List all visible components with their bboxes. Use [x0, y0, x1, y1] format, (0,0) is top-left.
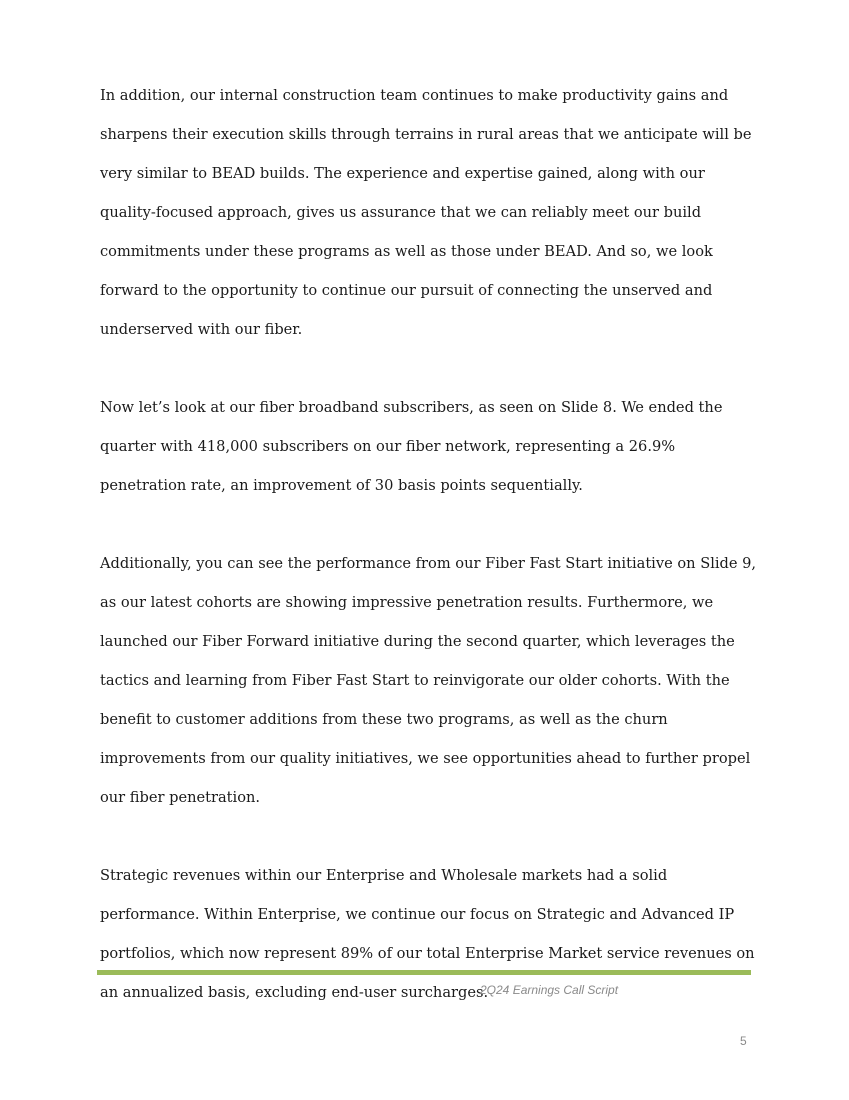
paragraph-fiber-subscribers: Now let’s look at our fiber broadband subscribers, as seen on Slide 8. We ended the quarter with 418,000 subscribers on our fiber network, representing a 26.9% penetration rate, an improvement of 30 basis points sequentially. — [100, 399, 723, 494]
footer-title: 2Q24 Earnings Call Script — [480, 983, 619, 997]
paragraph-fiber-fast-start: Additionally, you can see the performance from our Fiber Fast Start initiative on Slide 9, as our latest cohorts are showing impressive penetration results. Furthermore, we launched our Fiber Forward initiative during the second quarter, which leverages the tactics and learning from Fiber Fast Start to reinvigorate our older cohorts. With the benefit to customer additions from these two programs, as well as the churn improvements from our quality initiatives, we see opportunities ahead to further propel our fiber penetration. — [100, 555, 757, 806]
paragraph-strategic-revenues: Strategic revenues within our Enterprise and Wholesale markets had a solid performance. Within Enterprise, we continue our focus on Strategic and Advanced IP portfolios, which now represent 89% of our total Enterprise Market service revenues on an annualized basis, excluding end-user surcharges. — [100, 867, 755, 1001]
page-number: 5 — [740, 1034, 747, 1048]
footer-divider — [97, 970, 751, 975]
body-text — [100, 76, 760, 1012]
paragraph-construction-team: In addition, our internal construction team continues to make productivity gains and sharpens their execution skills through terrains in rural areas that we anticipate will be very similar to BEAD builds. The experience and expertise gained, along with our quality-focused approach, gives us assurance that we can reliably meet our build commitments under these programs as well as those under BEAD. And so, we look forward to the opportunity to continue our pursuit of connecting the unserved and underserved with our fiber. — [100, 87, 752, 338]
